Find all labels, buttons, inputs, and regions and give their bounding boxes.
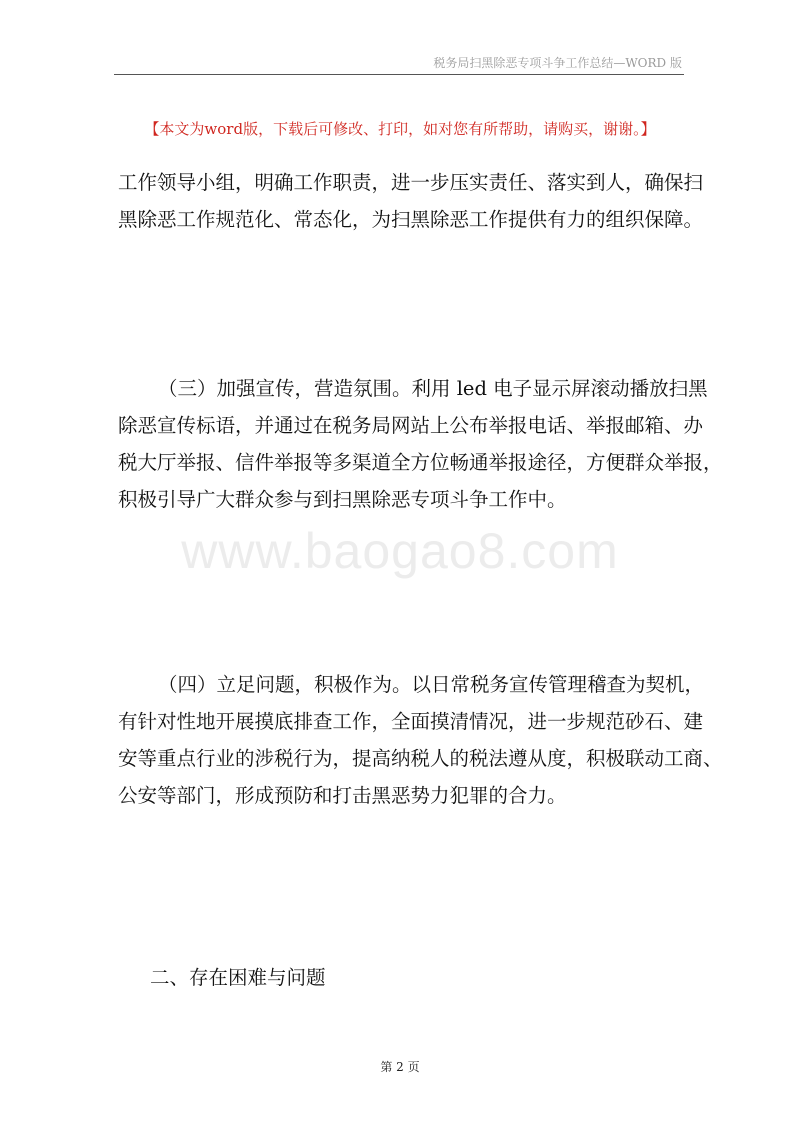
paragraph-line: 公安等部门，形成预防和打击黑恶势力犯罪的合力。 <box>118 784 567 807</box>
paragraph-organization <box>118 164 704 238</box>
paragraph-line: 工作领导小组，明确工作职责，进一步压实责任、落实到人，确保扫 <box>118 171 704 194</box>
paragraph-line: 黑除恶工作规范化、常态化，为扫黑除恶工作提供有力的组织保障。 <box>118 208 704 231</box>
paragraph-line: 税大厅举报、信件举报等多渠道全方位畅通举报途径，方便群众举报， <box>118 451 723 474</box>
download-notice: 【本文为word版，下载后可修改、打印，如对您有所帮助，请购买，谢谢。】 <box>144 120 656 138</box>
section-heading: 二、存在困难与问题 <box>150 966 326 989</box>
paragraph-publicity <box>118 370 723 518</box>
document-header-title: 税务局扫黑除恶专项斗争工作总结—WORD 版 <box>433 56 682 70</box>
paragraph-line: 有针对性地开展摸底排查工作，全面摸清情况，进一步规范砂石、建 <box>118 710 704 733</box>
paragraph-line: （三）加强宣传，营造氛围。利用 led 电子显示屏滚动播放扫黑 <box>158 377 708 400</box>
watermark-text: www.baogao8.com <box>181 523 619 579</box>
page-number: 第 2 页 <box>380 1060 420 1074</box>
paragraph-line: 安等重点行业的涉税行为，提高纳税人的税法遵从度，积极联动工商、 <box>118 747 723 770</box>
paragraph-line: 除恶宣传标语，并通过在税务局网站上公布举报电话、举报邮箱、办 <box>118 414 704 437</box>
paragraph-line: 积极引导广大群众参与到扫黑除恶专项斗争工作中。 <box>118 488 567 511</box>
paragraph-problem-action <box>118 666 723 814</box>
header-divider <box>114 74 684 75</box>
paragraph-line: （四）立足问题，积极作为。以日常税务宣传管理稽查为契机， <box>158 673 705 696</box>
